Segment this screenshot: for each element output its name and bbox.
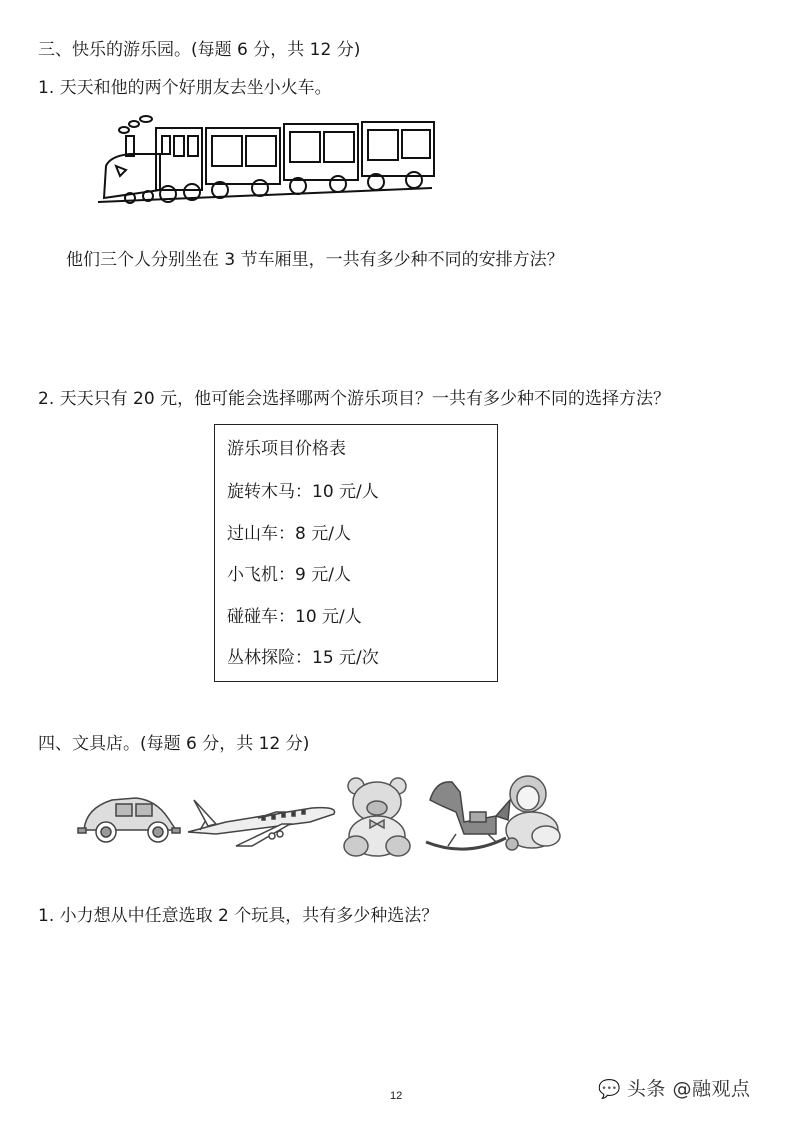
- section-4-heading: 四、文具店。(每题 6 分，共 12 分): [38, 734, 310, 754]
- chat-bubble-icon: 💬: [598, 1079, 621, 1100]
- price-item: 小飞机：9 元/人: [227, 565, 351, 585]
- rocking-horse-icon: [426, 782, 510, 849]
- question-3-2-title: 2. 天天只有 20 元，他可能会选择哪两个游乐项目？一共有多少种不同的选择方法？: [38, 389, 671, 409]
- question-3-1-title: 1. 天天和他的两个好朋友去坐小火车。: [38, 78, 332, 98]
- price-item: 碰碰车：10 元/人: [227, 607, 362, 627]
- airplane-icon: [188, 800, 335, 846]
- question-4-1-title: 1. 小力想从中任意选取 2 个玩具，共有多少种选法？: [38, 906, 439, 926]
- watermark-text: 头条 @融观点: [626, 1078, 751, 1100]
- price-item: 过山车：8 元/人: [227, 524, 351, 544]
- price-item: 丛林探险：15 元/次: [227, 648, 379, 668]
- price-table: [214, 424, 498, 682]
- train-illustration: [96, 110, 436, 206]
- price-item: 旋转木马：10 元/人: [227, 482, 379, 502]
- page-number: 12: [390, 1090, 403, 1102]
- car-icon: [78, 798, 180, 842]
- teddy-bear-icon: [344, 778, 410, 856]
- toys-illustration: [76, 772, 566, 858]
- doll-icon: [506, 776, 560, 850]
- watermark: [598, 1074, 750, 1101]
- section-3-heading: 三、快乐的游乐园。(每题 6 分，共 12 分): [38, 40, 361, 60]
- price-table-title: 游乐项目价格表: [227, 439, 346, 459]
- question-3-1-text: 他们三个人分别坐在 3 节车厢里，一共有多少种不同的安排方法？: [66, 250, 564, 270]
